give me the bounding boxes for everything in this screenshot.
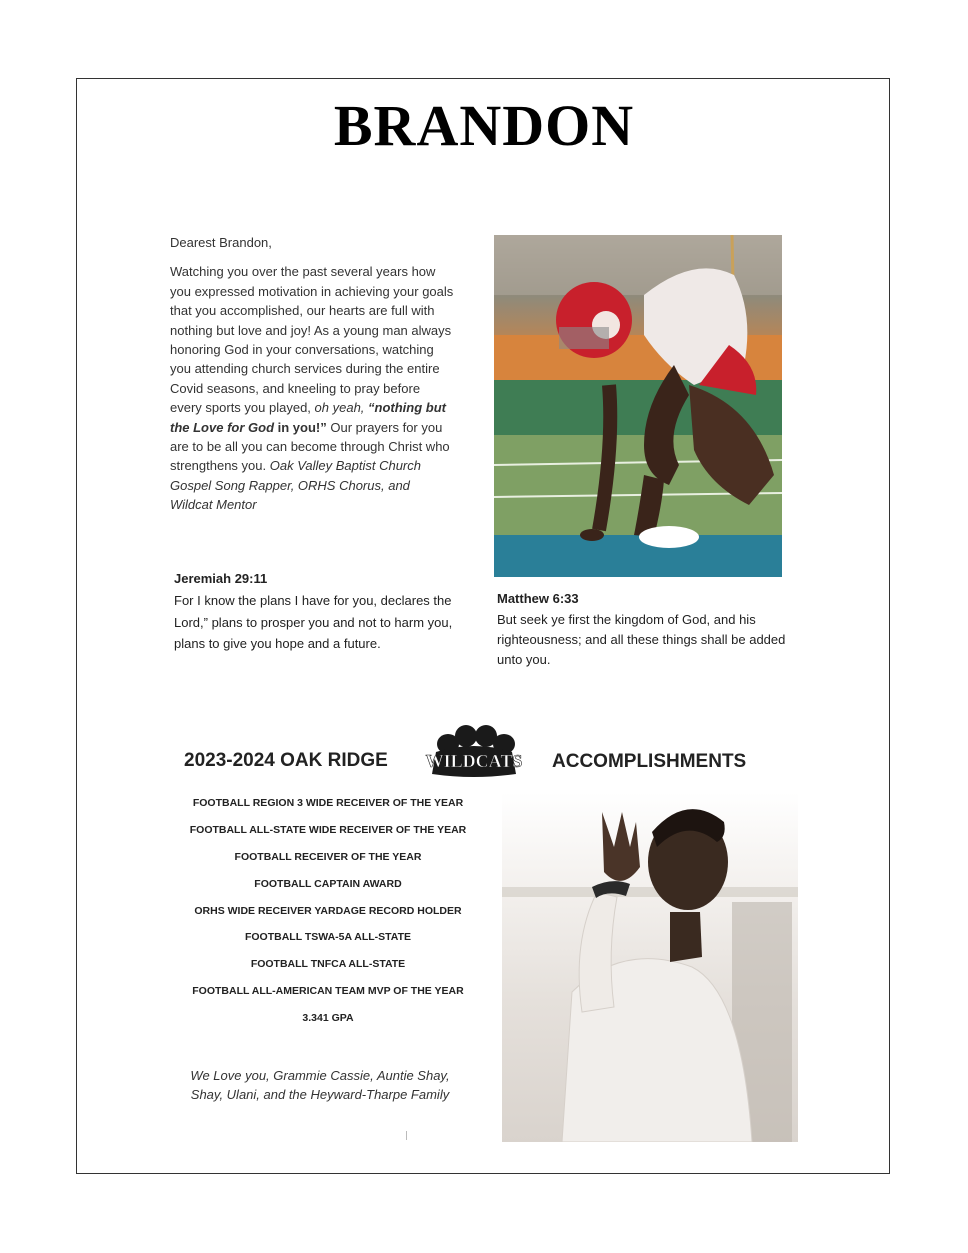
letter-quote-god: God (248, 419, 275, 435)
scan-mark (406, 1131, 407, 1140)
signature (170, 1066, 470, 1104)
verse-matthew (497, 591, 797, 670)
letter (170, 233, 455, 515)
letter-quote-end: in you!” (274, 419, 327, 435)
letter-body: Watching you over the past several years how you expressed motivation in achieving your goals that you accomplished, our hearts are full with nothing but love and joy! As a young man always honoring God in your conversations, watching you attending church services during the entire Covid seasons, and kneeling to pray before every sports you played, (170, 264, 454, 416)
accomplishments-list (170, 796, 486, 1038)
verse-jeremiah (174, 571, 464, 655)
accomplishment-item: ORHS WIDE RECEIVER YARDAGE RECORD HOLDER (194, 904, 462, 917)
kneeling-player-illustration (494, 235, 782, 577)
accomplishment-item: FOOTBALL TSWA-5A ALL-STATE (244, 931, 412, 944)
letter-roles: Oak Valley Baptist Church Gospel Song Rapper, ORHS Chorus, and Wildcat Mentor (170, 458, 421, 513)
signature-line-2: Shay, Ulani, and the Heyward-Tharpe Family (190, 1087, 450, 1102)
portrait-photo (502, 792, 798, 1142)
kneeling-player-photo (494, 235, 782, 577)
accomplishment-item: 3.341 GPA (302, 1012, 354, 1025)
accomplishment-item: FOOTBALL ALL-STATE WIDE RECEIVER OF THE YEAR (189, 823, 467, 836)
portrait-illustration (502, 792, 798, 1142)
banner-left-text: 2023-2024 OAK RIDGE (184, 750, 388, 771)
accomplishment-item: FOOTBALL TNFCA ALL-STATE (250, 958, 406, 971)
accomplishments-banner (184, 722, 764, 782)
accomplishment-item: FOOTBALL CAPTAIN AWARD (254, 877, 402, 890)
accomplishment-item: FOOTBALL RECEIVER OF THE YEAR (234, 850, 422, 863)
verse-jeremiah-ref: Jeremiah 29:11 (174, 571, 268, 586)
accomplishment-item: FOOTBALL REGION 3 WIDE RECEIVER OF THE YEAR (192, 797, 464, 809)
letter-oh-yeah: oh yeah, (314, 400, 369, 416)
wildcats-logo-text: WILDCATS (425, 751, 523, 771)
letter-body-2: Our prayers for you are to be all you can become through Christ who strengthens you. (170, 419, 450, 474)
signature-line-1: We Love you, Grammie Cassie, Auntie Shay, (190, 1068, 450, 1083)
verse-matthew-text: But seek ye first the kingdom of God, and his righteousness; and all these things shall be added unto you. (497, 612, 786, 667)
letter-quote: “nothing but the Love for (170, 400, 446, 435)
banner-right-text: ACCOMPLISHMENTS (552, 751, 747, 772)
accomplishment-item: FOOTBALL ALL-AMERICAN TEAM MVP OF THE YEAR (192, 985, 464, 998)
page-title: BRANDON (333, 93, 635, 158)
verse-matthew-ref: Matthew 6:33 (497, 591, 579, 606)
verse-jeremiah-text: For I know the plans I have for you, declares the Lord,” plans to prosper you and not to harm you, plans to give you hope and a future. (174, 593, 453, 651)
wildcats-paw-logo (406, 722, 542, 780)
letter-greeting: Dearest Brandon, (170, 235, 272, 250)
